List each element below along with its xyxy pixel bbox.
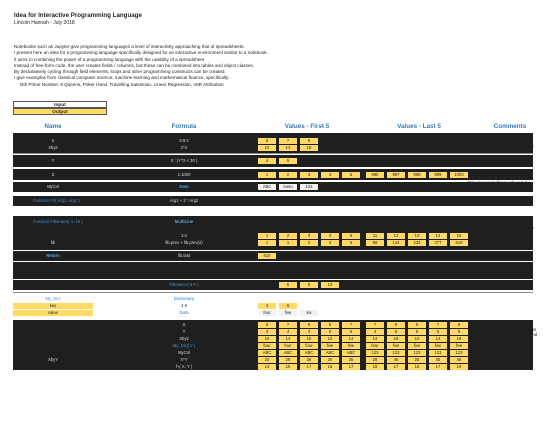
table-formula: Y: [182, 329, 186, 334]
header-formula: Formula: [171, 123, 197, 130]
value-cell: 1: [279, 240, 297, 246]
comment-line: produces every combination of X and: [468, 332, 538, 338]
comment-line: Can be used like nested loops: [468, 338, 525, 344]
value-cell: 10: [258, 336, 276, 342]
band-return-blank: [13, 262, 533, 279]
value-cell: 5: [408, 322, 426, 328]
value-cell: 5: [279, 158, 297, 164]
header-name: Name: [44, 123, 62, 130]
value-cell: 3: [321, 240, 339, 246]
row-formula: fib.prev + fib.prev(2): [165, 240, 203, 245]
value-cell: 9: [387, 322, 405, 328]
comment: [468, 262, 560, 273]
value-cell: 13: [408, 233, 426, 239]
row-formula: 5:9:2: [179, 138, 189, 143]
value-cell: 17: [342, 364, 360, 370]
intro-line: Notebooks such as Jupyter give programming languages a level of interactivity approaching that of spreadsheets.: [14, 44, 245, 49]
value-cell: 5: [321, 329, 339, 335]
row-formula: 1:1000: [177, 172, 191, 177]
value-cell: 123: [429, 350, 447, 356]
value-cell: five: [387, 343, 405, 349]
comment: [468, 219, 560, 242]
value-cell: 28: [366, 357, 384, 363]
value-cell: 18: [300, 145, 318, 151]
value-cell: 15: [450, 233, 468, 239]
value-cell: 9: [300, 322, 318, 328]
comment: [468, 321, 560, 344]
value-cell: four: [258, 343, 276, 349]
value-cell: 18: [450, 336, 468, 342]
value-cell: 28: [279, 357, 297, 363]
value-cell: 3: [300, 233, 318, 239]
table-formula: X*Y: [180, 357, 188, 362]
value-cell: 5: [429, 329, 447, 335]
intro-line: By declaratively cycling through field elements, loops and other programming constructs can be created.: [14, 69, 226, 75]
value-cell: five: [321, 343, 339, 349]
value-cell: 4: [258, 158, 276, 164]
value-cell: 25: [321, 357, 339, 363]
value-cell: 998: [408, 172, 426, 178]
dictionary-value-label: value: [13, 310, 93, 316]
row-name: X: [51, 138, 55, 143]
value-cell: 15: [408, 364, 426, 370]
value-cell: ABC: [300, 350, 318, 356]
value-cell: ABC: [321, 350, 339, 356]
value-cell: 5: [342, 240, 360, 246]
row-name: Xby2: [48, 145, 58, 150]
value-cell: 12: [387, 233, 405, 239]
value-cell: 4: [321, 172, 339, 178]
value-cell: six: [300, 310, 318, 316]
comment-line: entered directly: [468, 185, 497, 191]
row-formula: 1:n: [181, 233, 187, 238]
row-divider: [13, 292, 533, 293]
value-cell: 13: [321, 282, 339, 288]
header-values-last: Values - Last 5: [397, 123, 441, 130]
value-cell: 3: [300, 172, 318, 178]
comment-line: without a specified join, does a cross: [468, 326, 537, 332]
value-cell: 123: [300, 184, 318, 190]
value-cell: 7: [366, 322, 384, 328]
value-cell: 89: [366, 240, 384, 246]
value-cell: 123: [408, 350, 426, 356]
value-cell: 15: [321, 364, 339, 370]
document-author: Lincoln Hannah - July 2018: [14, 20, 75, 26]
value-cell: 15: [366, 364, 384, 370]
value-cell: ABC: [258, 184, 276, 190]
intro-paragraph: [14, 44, 344, 88]
value-cell: ABC: [279, 350, 297, 356]
comment-line: In-line function definition: [468, 198, 514, 203]
value-cell: 10: [408, 336, 426, 342]
value-cell: 144: [387, 240, 405, 246]
return-keyword: Return: [46, 253, 60, 258]
value-cell: 19: [450, 364, 468, 370]
value-cell: five: [450, 343, 468, 349]
value-cell: 7: [279, 322, 297, 328]
value-cell: 14: [366, 336, 384, 342]
value-cell: 997: [387, 172, 405, 178]
comment-line: Data keyword allows values to be: [468, 180, 531, 185]
value-cell: 45: [450, 357, 468, 363]
row-name: Z: [51, 172, 55, 177]
table-formula: X: [182, 322, 186, 327]
value-cell: 4: [366, 329, 384, 335]
comment-line: Array 5 to 9 by 2: [468, 138, 499, 143]
value-cell: 5: [342, 233, 360, 239]
legend-output: Output: [13, 108, 107, 115]
comment-line: Increment by 2 if increment omitted: [468, 143, 534, 149]
comment-line: Like a do while loop: [468, 161, 505, 167]
value-cell: 17: [387, 364, 405, 370]
value-cell: 14: [279, 145, 297, 151]
intro-line: Nth Prime Number, 8 Queens, Poker Hand, Travelling Salesman, Linear Regression, VaR Attribution: [20, 81, 224, 87]
value-cell: 18: [387, 336, 405, 342]
value-cell: 1: [258, 240, 276, 246]
value-cell: 610: [450, 240, 468, 246]
value-cell: 17: [300, 364, 318, 370]
value-cell: 14: [279, 336, 297, 342]
value-cell: 9: [300, 138, 318, 144]
value-cell: 13: [258, 364, 276, 370]
band-fib-call: [13, 280, 533, 290]
table-formula: f+( X, Y ): [175, 364, 193, 369]
value-cell: 1: [258, 172, 276, 178]
comment: [468, 138, 560, 149]
row-formula: MultiLine: [174, 219, 194, 224]
row-formula: Arg1 + 2 * Arg2: [169, 198, 199, 203]
value-cell: 14: [342, 336, 360, 342]
value-cell: 123: [387, 350, 405, 356]
value-cell: 14: [429, 336, 447, 342]
row-name: MyCol: [47, 184, 59, 189]
header-comments: Comments: [493, 123, 527, 130]
value-cell: 25: [408, 357, 426, 363]
value-cell: 4: [321, 233, 339, 239]
value-cell: 4: [300, 329, 318, 335]
value-cell: 10: [258, 145, 276, 151]
value-cell: 4: [258, 303, 276, 309]
document-title: Idea for Interactive Programming Language: [14, 12, 142, 19]
value-cell: 17: [429, 364, 447, 370]
comment-line: Useful for debugging.: [468, 236, 508, 242]
comment-line: Multiple blank lines indicate end of: [468, 262, 532, 267]
value-cell: 8: [300, 282, 318, 288]
intro-line: I give examples from classical computer science, machine learning and mathematical finance, specifically:: [14, 75, 230, 81]
value-cell: 5: [258, 322, 276, 328]
value-cell: 999: [429, 172, 447, 178]
value-cell: four: [366, 343, 384, 349]
comment-line: shown within function definition.: [468, 230, 527, 236]
row-formula: X : (Y^2 < 30 ): [170, 158, 198, 163]
intro-line: I present here an idea for a programming language specifically designed for an interactive environment similar to a notebook.: [14, 50, 268, 56]
row-divider: [13, 153, 533, 154]
comment-line: Fields in adjacent rows (X and Y): [468, 321, 530, 326]
value-cell: 4: [258, 329, 276, 335]
value-cell: 7: [279, 138, 297, 144]
comment-line: multi-line function: [468, 267, 501, 273]
value-cell: 7: [342, 322, 360, 328]
row-formula: Data: [179, 310, 189, 315]
row-formula: 4 6: [124, 303, 244, 309]
value-cell: 5: [321, 322, 339, 328]
row-formula: fib.last: [177, 253, 191, 258]
value-cell: 1: [258, 233, 276, 239]
table-formula: Xby2: [179, 336, 189, 341]
value-cell: 2: [300, 240, 318, 246]
row-formula: Data: [179, 184, 189, 189]
value-cell: 35: [342, 357, 360, 363]
value-cell: four: [300, 343, 318, 349]
value-cell: 20: [258, 357, 276, 363]
comment: [468, 180, 560, 191]
row-formula: Dictionary: [173, 296, 195, 301]
value-cell: 5: [342, 329, 360, 335]
value-cell: 996: [366, 172, 384, 178]
comment-line: allow example function output to be: [468, 224, 534, 230]
comment-line: Default argument values (n=10): [468, 219, 527, 224]
value-cell: 5: [342, 172, 360, 178]
value-cell: 6: [279, 303, 297, 309]
value-cell: 123: [450, 350, 468, 356]
value-cell: 15: [279, 364, 297, 370]
intro-line: Instead of free-form code, the user creates fields / columns, but these can be combined into tables and object classes.: [14, 62, 255, 68]
value-cell: four: [279, 343, 297, 349]
function-fibonacci-definition: Function Fibonacci( n=10 ): [33, 219, 83, 224]
row-formula: Fibonacci( 6 F ): [169, 282, 199, 287]
intro-line: It aims to combining the power of a programming language with the usability of a spreadsheet: [14, 56, 205, 62]
value-cell: 377: [429, 240, 447, 246]
value-cell: 5: [258, 138, 276, 144]
row-name: XbyY: [47, 357, 58, 362]
value-cell: ABC: [342, 350, 360, 356]
value-cell: 10: [321, 336, 339, 342]
value-cell: 610: [258, 253, 276, 259]
table-formula: MyCol: [178, 350, 190, 355]
comment: [468, 198, 560, 204]
value-cell: 5: [387, 329, 405, 335]
value-cell: 5: [450, 329, 468, 335]
value-cell: 123: [366, 350, 384, 356]
value-cell: 11: [366, 233, 384, 239]
value-cell: 233: [408, 240, 426, 246]
value-cell: ABC: [258, 350, 276, 356]
value-cell: five: [429, 343, 447, 349]
value-cell: 2: [279, 233, 297, 239]
value-cell: 1000: [450, 172, 468, 178]
function-f4-definition: Function F4( Arg1, Arg2 ): [33, 198, 80, 203]
value-cell: 7: [429, 322, 447, 328]
header-values-first: Values - First 5: [284, 123, 330, 130]
value-cell: five: [408, 343, 426, 349]
comment-line: ( ) indicates a do while condition: [468, 156, 528, 161]
value-cell: 4: [279, 329, 297, 335]
legend-input: Input: [13, 101, 107, 108]
dictionary-name: My_Dict: [45, 296, 61, 301]
comment: [468, 156, 560, 167]
row-name: Y: [51, 158, 55, 163]
value-cell: 5: [279, 282, 297, 288]
row-formula: 2*X: [180, 145, 188, 150]
table-formula: My_Dict[ Y ]: [172, 343, 196, 348]
value-cell: 18: [300, 336, 318, 342]
row-name: fib: [50, 240, 56, 245]
value-cell: metu: [279, 184, 297, 190]
value-cell: four: [258, 310, 276, 316]
dictionary-key-label: key: [13, 303, 93, 309]
value-cell: 45: [387, 357, 405, 363]
value-cell: 14: [429, 233, 447, 239]
value-cell: five: [279, 310, 297, 316]
value-cell: 5: [408, 329, 426, 335]
value-cell: 36: [300, 357, 318, 363]
value-cell: 2: [279, 172, 297, 178]
value-cell: 35: [429, 357, 447, 363]
value-cell: five: [342, 343, 360, 349]
value-cell: 9: [450, 322, 468, 328]
